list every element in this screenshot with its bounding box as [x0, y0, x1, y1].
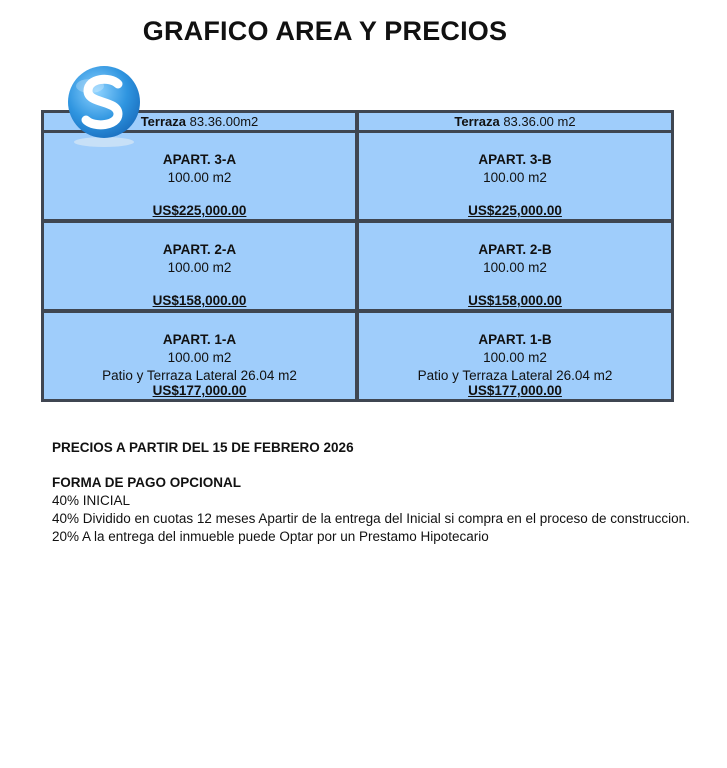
unit-cell-3b [359, 133, 671, 219]
payment-line: 20% A la entrega del inmueble puede Optar por un Prestamo Hipotecario [52, 529, 489, 544]
terrace-area: 83.36.00 m2 [503, 114, 576, 129]
payment-line: 40% Dividido en cuotas 12 meses Apartir de la entrega del Inicial si compra en el proceso de construccion. [52, 511, 690, 526]
unit-extra: Patio y Terraza Lateral 26.04 m2 [417, 368, 613, 383]
unit-price: US$225,000.00 [152, 203, 247, 218]
terrace-cell-right [359, 113, 671, 130]
unit-extra: Patio y Terraza Lateral 26.04 m2 [102, 368, 297, 383]
terrace-label: Terraza [454, 114, 500, 129]
unit-area: 100.00 m2 [483, 260, 547, 275]
unit-name: APART. 2-B [478, 242, 552, 257]
payment-heading: FORMA DE PAGO OPCIONAL [52, 475, 241, 490]
unit-price: US$158,000.00 [468, 293, 562, 308]
unit-cell-1a [44, 313, 355, 399]
terrace-area: 83.36.00m2 [189, 114, 259, 129]
unit-price: US$177,000.00 [152, 383, 247, 398]
unit-price: US$177,000.00 [468, 383, 562, 398]
unit-area: 100.00 m2 [483, 350, 547, 365]
unit-cell-1b [359, 313, 671, 399]
unit-name: APART. 2-A [162, 242, 237, 257]
unit-name: APART. 3-B [478, 152, 552, 167]
unit-name: APART. 1-B [478, 332, 552, 347]
unit-price: US$225,000.00 [468, 203, 562, 218]
unit-area: 100.00 m2 [167, 260, 232, 275]
unit-area: 100.00 m2 [167, 350, 232, 365]
area-price-table [41, 110, 674, 402]
unit-price: US$158,000.00 [152, 293, 247, 308]
prices-note: PRECIOS A PARTIR DEL 15 DE FEBRERO 2026 [52, 440, 354, 455]
s-logo-icon [60, 64, 150, 148]
unit-name: APART. 1-A [162, 332, 237, 347]
unit-area: 100.00 m2 [483, 170, 547, 185]
payment-line: 40% INICIAL [52, 493, 131, 508]
page-title: GRAFICO AREA Y PRECIOS [142, 16, 508, 46]
unit-cell-2b [359, 223, 671, 309]
terrace-label: Terraza [140, 114, 186, 129]
unit-name: APART. 3-A [162, 152, 237, 167]
unit-cell-2a [44, 223, 355, 309]
unit-area: 100.00 m2 [167, 170, 232, 185]
